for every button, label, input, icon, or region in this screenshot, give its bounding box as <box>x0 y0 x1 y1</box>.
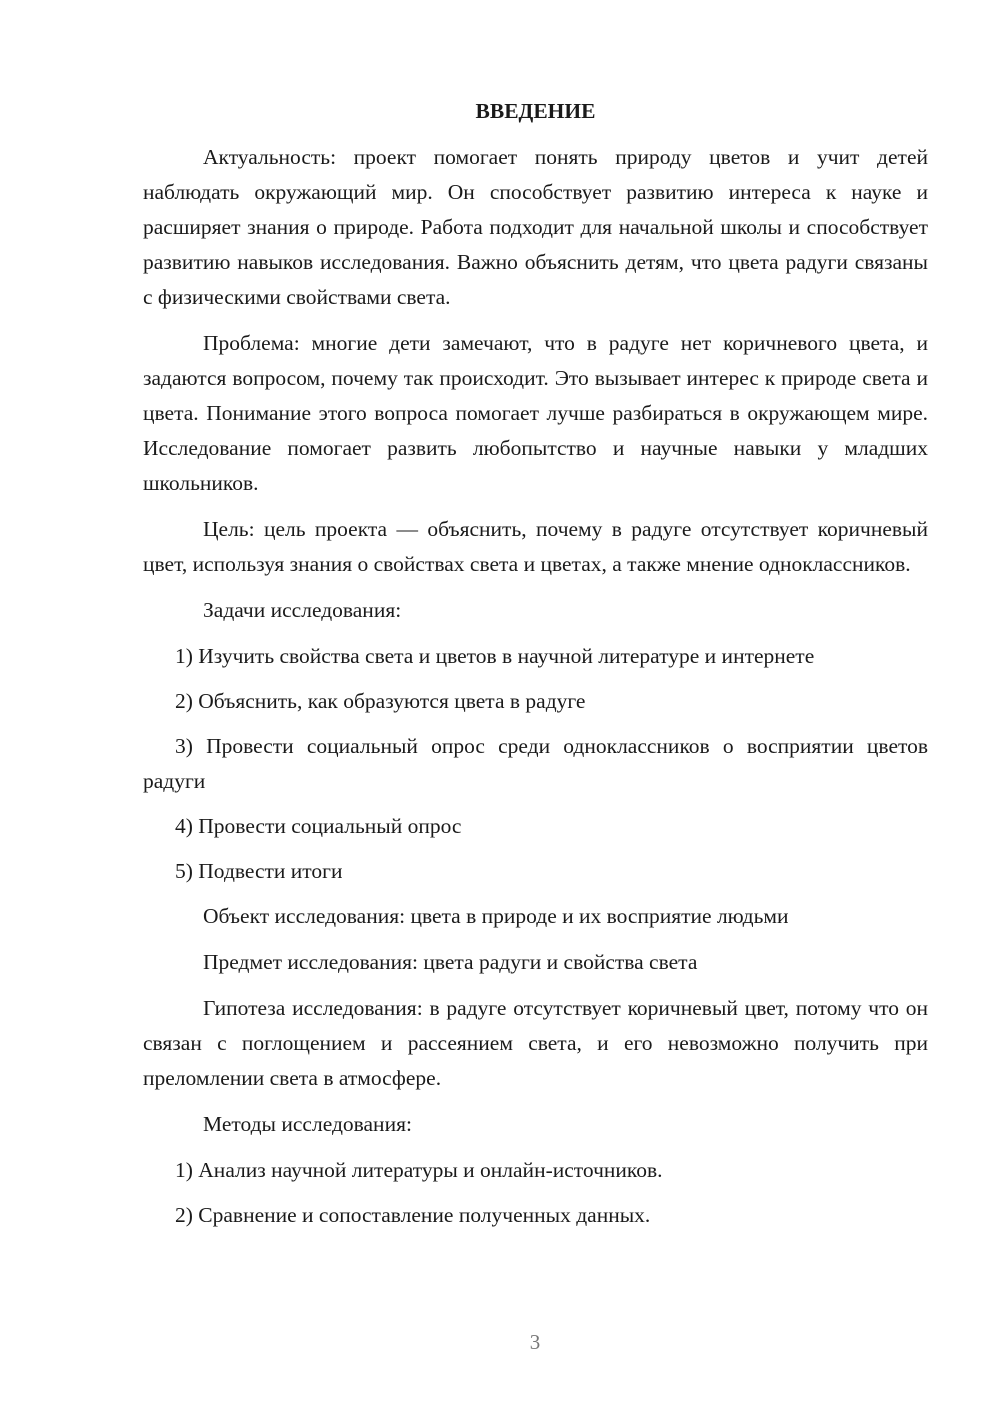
goal-paragraph: Цель: цель проекта — объяснить, почему в радуге отсутствует коричневый цвет, используя знания о свойствах света и цветах, а также мнение одноклассников. <box>143 517 928 576</box>
task-item-5: 5) Подвести итоги <box>175 859 343 883</box>
hypothesis-paragraph: Гипотеза исследования: в радуге отсутствует коричневый цвет, потому что он связан с поглощением и рассеянием света, и его невозможно получить при преломлении света в атмосфере. <box>143 996 928 1090</box>
document-page <box>143 96 928 1243</box>
object-paragraph: Объект исследования: цвета в природе и их восприятие людьми <box>203 904 789 928</box>
task-item-1: 1) Изучить свойства света и цветов в научной литературе и интернете <box>175 644 815 668</box>
task-item-4: 4) Провести социальный опрос <box>175 814 462 838</box>
section-title: ВВЕДЕНИЕ <box>475 99 596 123</box>
page-number: 3 <box>529 1330 541 1354</box>
tasks-heading: Задачи исследования: <box>203 598 402 622</box>
relevance-paragraph: Актуальность: проект помогает понять природу цветов и учит детей наблюдать окружающий мир. Он способствует развитию интереса к науке и расширяет знания о природе. Работа подходит для начальной школы и способствует развитию навыков исследования. Важно объяснить детям, что цвета радуги связаны с физическими свойствами света. <box>143 145 928 309</box>
task-item-3: 3) Провести социальный опрос среди одноклассников о восприятии цветов радуги <box>143 734 928 793</box>
method-item-1: 1) Анализ научной литературы и онлайн-источников. <box>175 1158 663 1182</box>
method-item-2: 2) Сравнение и сопоставление полученных данных. <box>175 1203 651 1227</box>
methods-heading: Методы исследования: <box>203 1112 412 1136</box>
problem-paragraph: Проблема: многие дети замечают, что в радуге нет коричневого цвета, и задаются вопросом, почему так происходит. Это вызывает интерес к природе света и цвета. Понимание этого вопроса помогает лучше разбираться в окружающем мире. Исследование помогает развить любопытство и научные навыки у младших школьников. <box>143 331 928 495</box>
subject-paragraph: Предмет исследования: цвета радуги и свойства света <box>203 950 698 974</box>
task-item-2: 2) Объяснить, как образуются цвета в радуге <box>175 689 586 713</box>
